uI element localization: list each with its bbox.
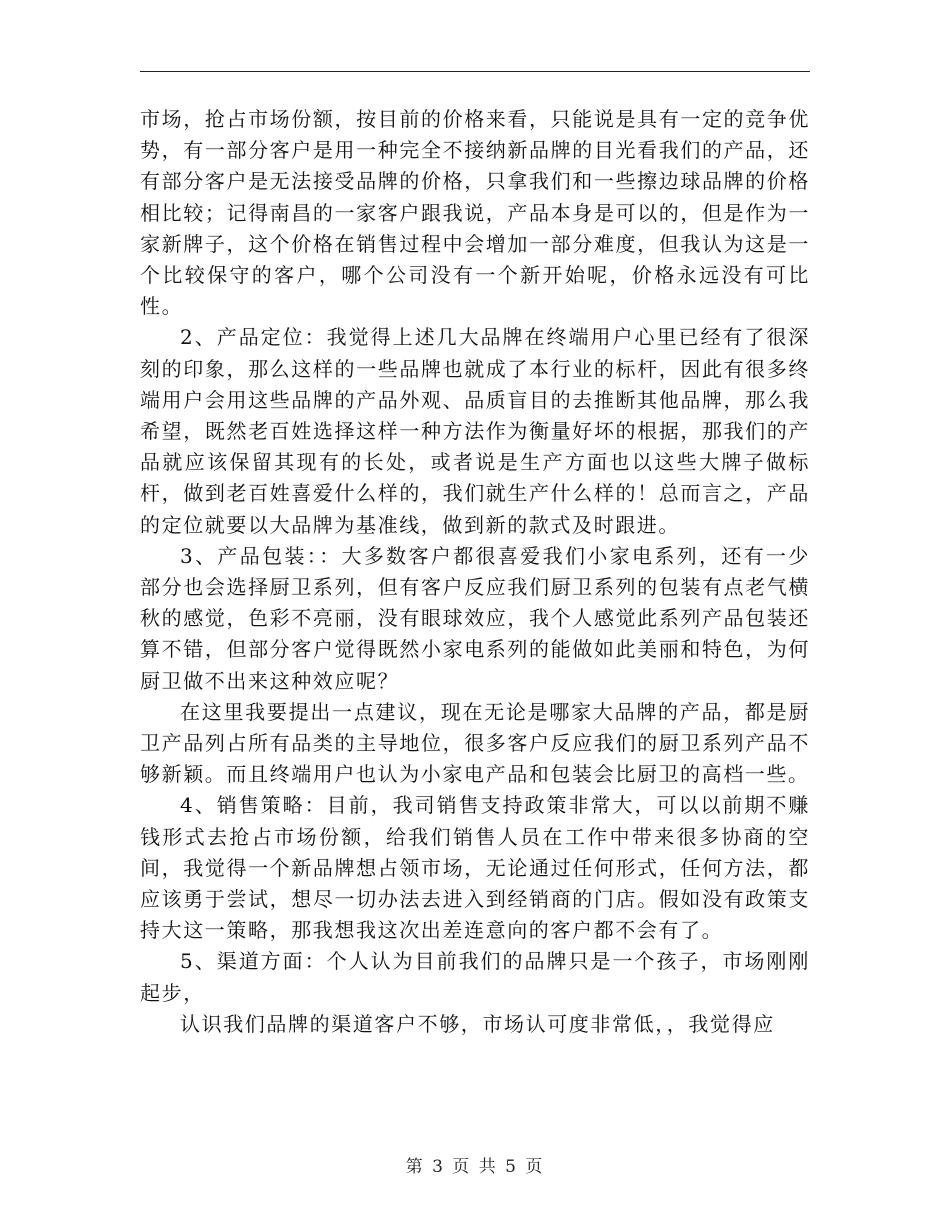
paragraph-6: 5、渠道方面：个人认为目前我们的品牌只是一个孩子，市场刚刚起步， [140,949,810,1005]
paragraph-1: 市场，抢占市场份额，按目前的价格来看，只能说是具有一定的竞争优势，有一部分客户是用一种完全不接纳新品牌的目光看我们的产品，还有部分客户是无法接受品牌的价格，只拿我们和一些擦边球品牌的价格相比较；记得南昌的一家客户跟我说，产品本身是可以的，但是作为一家新牌子，这个价格在销售过程中会增加一部分难度，但我认为这是一个比较保守的客户，哪个公司没有一个新开始呢，价格永远没有可比性。 [140,107,810,319]
paragraph-7: 认识我们品牌的渠道客户不够，市场认可度非常低，，我觉得应 [180,1011,775,1036]
paragraph-5: 4、销售策略：目前，我司销售支持政策非常大，可以以前期不赚钱形式去抢占市场份额，给我们销售人员在工作中带来很多协商的空间，我觉得一个新品牌想占领市场，无论通过任何形式，任何方法，都应该勇于尝试，想尽一切办法去进入到经销商的门店。假如没有政策支持大这一策略，那我想我这次出差连意向的客户都不会有了。 [140,793,810,943]
header-divider [140,71,810,72]
page-number-footer: 第 3 页 共 5 页 [405,1157,545,1177]
paragraph-2: 2、产品定位：我觉得上述几大品牌在终端用户心里已经有了很深刻的印象，那么这样的一些品牌也就成了本行业的标杆，因此有很多终端用户会用这些品牌的产品外观、品质盲目的去推断其他品牌，那么我希望，既然老百姓选择这样一种方法作为衡量好坏的根据，那我们的产品就应该保留其现有的长处，或者说是生产方面也以这些大牌子做标杆，做到老百姓喜爱什么样的，我们就生产什么样的！总而言之，产品的定位就要以大品牌为基准线，做到新的款式及时跟进。 [140,325,810,537]
paragraph-4: 在这里我要提出一点建议，现在无论是哪家大品牌的产品，都是厨卫产品列占所有品类的主导地位，很多客户反应我们的厨卫系列产品不够新颖。而且终端用户也认为小家电产品和包装会比厨卫的高档一些。 [140,699,810,787]
paragraph-3: 3、产品包装：：大多数客户都很喜爱我们小家电系列，还有一少部分也会选择厨卫系列，但有客户反应我们厨卫系列的包装有点老气横秋的感觉，色彩不亮丽，没有眼球效应，我个人感觉此系列产品包装还算不错，但部分客户觉得既然小家电系列的能做如此美丽和特色，为何厨卫做不出来这种效应呢？ [140,543,810,693]
body-text [140,104,810,1040]
